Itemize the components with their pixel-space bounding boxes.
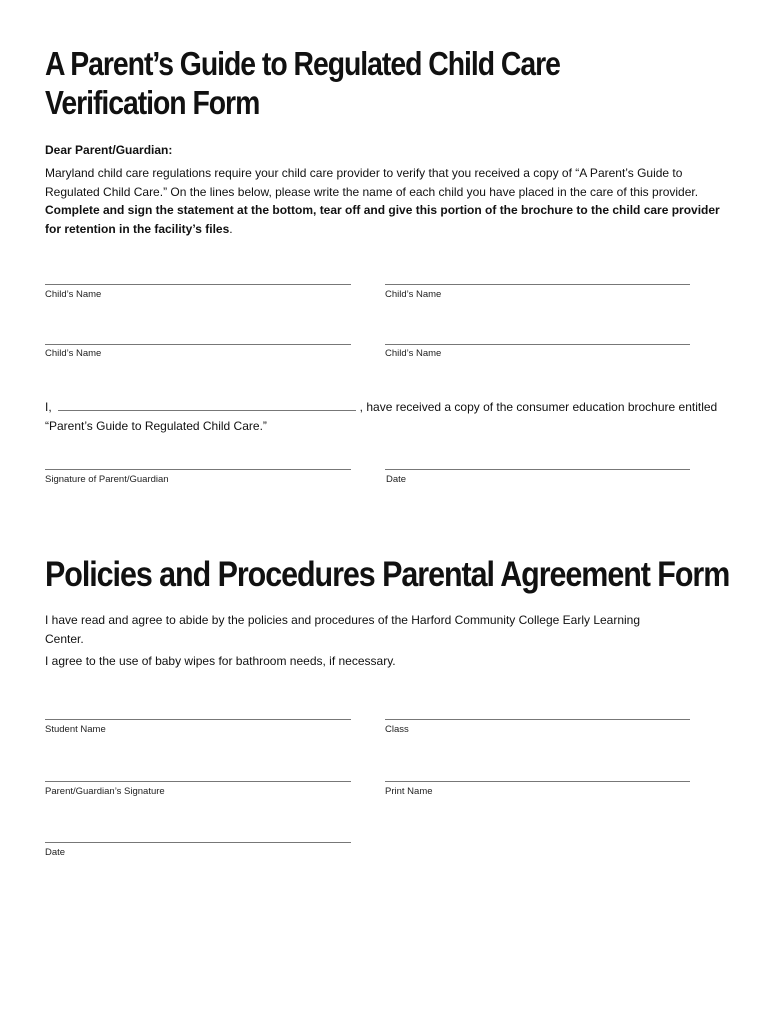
print-name-label: Print Name [385,786,433,797]
parent-signature-line[interactable] [45,469,351,470]
title-line-1: A Parent’s Guide to Regulated Child Care [45,45,560,82]
ack-prefix: I, [45,400,52,414]
parent-guardian-signature-line[interactable] [45,781,351,782]
salutation: Dear Parent/Guardian: [45,143,173,157]
agreement-form-title: Policies and Procedures Parental Agreement Form [45,555,730,594]
signature-label: Signature of Parent/Guardian [45,474,169,485]
ack-suffix: , have received a copy of the consumer education brochure entitled “Parent’s Guide to Regulated Child Care.” [45,400,718,433]
student-name-label: Student Name [45,724,106,735]
child-name-line-1[interactable] [45,284,351,285]
child-name-line-3[interactable] [45,344,351,345]
child-name-label-2: Child’s Name [385,289,442,300]
agreement-date-line[interactable] [45,842,351,843]
title-line-2: Verification Form [45,84,260,121]
parent-guardian-signature-label: Parent/Guardian’s Signature [45,786,165,797]
student-name-line[interactable] [45,719,351,720]
class-line[interactable] [385,719,690,720]
verification-form-title [45,44,630,122]
intro-end: . [229,221,233,236]
child-name-line-2[interactable] [385,284,690,285]
intro-text: Maryland child care regulations require your child care provider to verify that you received a copy of “A Parent’s Guide to Regulated Child Care.” On the lines below, please write the name of each child you have placed in the care of this provider. [45,166,699,199]
child-name-label-3: Child’s Name [45,348,102,359]
intro-paragraph [45,164,730,238]
class-label: Class [385,724,409,735]
child-name-label-4: Child’s Name [385,348,442,359]
intro-bold-instruction: Complete and sign the statement at the bottom, tear off and give this portion of the brochure to the child care provider for retention in the facility’s files [45,203,720,236]
agreement-date-label: Date [45,847,66,858]
agreement-statement-2: I agree to the use of baby wipes for bathroom needs, if necessary. [45,654,396,668]
child-name-line-4[interactable] [385,344,690,345]
child-name-label-1: Child’s Name [45,289,102,300]
date-line[interactable] [385,469,690,470]
agreement-statement-1: I have read and agree to abide by the policies and procedures of the Harford Community College Early Learning Center. [45,613,641,646]
print-name-line[interactable] [385,781,690,782]
date-label: Date [386,474,407,485]
acknowledgement-statement [45,398,735,435]
parent-name-blank[interactable] [58,398,356,411]
